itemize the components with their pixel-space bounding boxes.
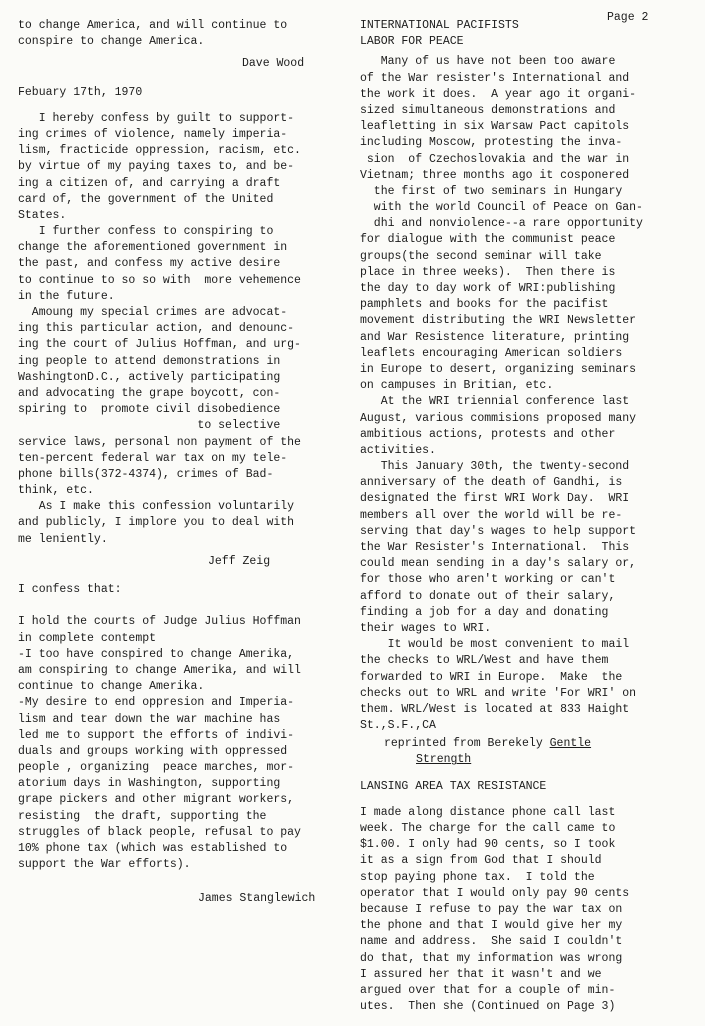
text-line: and publicly, I implore you to deal with xyxy=(18,516,295,530)
wri-heading xyxy=(360,18,693,50)
text-line: of the War resister's International and xyxy=(360,71,630,85)
text-line: leafletting in six Warsaw Pact capitols xyxy=(360,120,630,134)
text-line: $1.00. I only had 90 cents, so I took xyxy=(360,838,616,852)
text-line: to change America, and will continue to xyxy=(18,19,288,32)
reprint-source-cont: Strength xyxy=(416,753,472,767)
text-line: utes. Then she (Continued on Page 3) xyxy=(360,1000,616,1014)
text-line: stop paying phone tax. I told the xyxy=(360,870,595,884)
text-line: I confess that: xyxy=(18,583,122,596)
text-line: phone bills(372-4374), crimes of Bad- xyxy=(18,467,274,481)
spacer xyxy=(18,73,360,85)
text-line: because I refuse to pay the war tax on xyxy=(360,902,623,916)
text-line: their wages to WRI. xyxy=(360,621,492,635)
text-line: them. WRL/West is located at 833 Haight xyxy=(360,702,630,716)
text-line: me leniently. xyxy=(18,532,108,546)
text-line: ing the court of Julius Hoffman, and urg- xyxy=(18,338,301,352)
text-line: serving that day's wages to help support xyxy=(360,524,637,538)
text-line: and War Resistence literature, printing xyxy=(360,330,630,344)
text-line: the first of two seminars in Hungary xyxy=(360,184,623,198)
text-line: the checks to WRL/West and have them xyxy=(360,654,609,668)
text-line: -I too have conspired to change Amerika, xyxy=(18,647,295,661)
spacer xyxy=(18,873,360,891)
text-line: to continue to so so with more vehemence xyxy=(18,273,301,287)
text-line: This January 30th, the twenty-second xyxy=(360,460,630,474)
text-line: Many of us have not been too aware xyxy=(360,55,616,69)
text-line: dhi and nonviolence--a rare opportunity xyxy=(360,217,643,231)
page-number: Page 2 xyxy=(607,11,649,24)
heading-line: LABOR FOR PEACE xyxy=(360,35,464,49)
text-line: I hereby confess by guilt to support- xyxy=(18,111,295,125)
tax-article xyxy=(360,805,693,1015)
text-line: I hold the courts of Judge Julius Hoffman xyxy=(18,615,301,629)
reprint-prefix: reprinted from Berekely xyxy=(384,737,550,751)
text-line: WashingtonD.C., actively participating xyxy=(18,370,281,384)
text-line: I assured her that it wasn't and we xyxy=(360,967,602,981)
text-line: lism and tear down the war machine has xyxy=(18,712,281,726)
text-line: could mean sending in a day's salary or, xyxy=(360,557,637,571)
text-line: anniversary of the death of Gandhi, is xyxy=(360,476,623,490)
text-line: ing a citizen of, and carrying a draft xyxy=(18,176,281,190)
text-line: 10% phone tax (which was established to xyxy=(18,842,288,855)
stanglewich-signature: James Stanglewich xyxy=(198,892,316,906)
zeig-signature: Jeff Zeig xyxy=(208,554,271,568)
text-line: place in three weeks). Then there is xyxy=(360,265,616,279)
statement-date: Febuary 17th, 1970 xyxy=(18,85,143,99)
spacer xyxy=(360,769,693,779)
text-line: ing this particular action, and denounc- xyxy=(18,322,295,336)
stanglewich-confession xyxy=(18,582,360,873)
text-line: continue to change Amerika. xyxy=(18,680,205,694)
text-line: service laws, personal non payment of the xyxy=(18,435,301,449)
text-line: sion of Czechoslovakia and the war in xyxy=(360,152,630,166)
text-line: argued over that for a couple of min- xyxy=(360,983,616,997)
text-line: the phone and that I would give her my xyxy=(360,919,623,933)
text-line: atorium days in Washington, supporting xyxy=(18,777,281,791)
text-line: by virtue of my paying taxes to, and be- xyxy=(18,160,295,174)
text-line: to selective xyxy=(18,419,281,433)
text-line: movement distributing the WRI Newsletter xyxy=(360,314,637,328)
text-line: on campuses in Britian, etc. xyxy=(360,379,554,393)
text-line: leaflets encouraging American soldiers xyxy=(360,346,623,360)
spacer xyxy=(360,795,693,805)
text-line: think, etc. xyxy=(18,484,94,498)
text-line: in complete contempt xyxy=(18,631,157,645)
text-line: it as a sign from God that I should xyxy=(360,854,602,868)
text-line: spiring to promote civil disobedience xyxy=(18,403,281,417)
text-line: St.,S.F.,CA xyxy=(360,719,436,733)
reprint-credit-cont xyxy=(360,752,693,768)
text-line: pamphlets and books for the pacifist xyxy=(360,298,609,312)
text-line: At the WRI triennial conference last xyxy=(360,395,630,409)
text-line: struggles of black people, refusal to pay xyxy=(18,825,301,839)
text-line: checks out to WRL and write 'For WRI' on xyxy=(360,686,637,700)
text-line: Vietnam; three months ago it cosponered xyxy=(360,168,630,182)
wri-article xyxy=(360,54,693,734)
text-line: finding a job for a day and donating xyxy=(360,605,609,619)
text-line: States. xyxy=(18,208,67,222)
text-line: change the aforementioned government in xyxy=(18,241,288,255)
text-line: ing people to attend demonstrations in xyxy=(18,354,281,368)
text-line: groups(the second seminar will take xyxy=(360,249,602,263)
spacer xyxy=(18,570,360,582)
text-line xyxy=(18,598,360,614)
tax-heading: LANSING AREA TAX RESISTANCE xyxy=(360,779,547,793)
text-line: August, various commisions proposed many xyxy=(360,411,637,425)
text-line: Amoung my special crimes are advocat- xyxy=(18,306,288,319)
text-line: operator that I would only pay 90 cents xyxy=(360,886,630,900)
text-line: designated the first WRI Work Day. WRI xyxy=(360,492,630,506)
text-line: duals and groups working with oppressed xyxy=(18,744,288,758)
text-line: do that, that my information was wrong xyxy=(360,951,623,965)
text-line: with the world Council of Peace on Gan- xyxy=(360,201,643,215)
text-line: week. The charge for the call came to xyxy=(360,822,616,835)
text-line: the past, and confess my active desire xyxy=(18,257,281,271)
reprint-source: Gentle xyxy=(549,737,592,751)
text-line: ten-percent federal war tax on my tele- xyxy=(18,451,288,465)
text-line: in Europe to desert, organizing seminars xyxy=(360,362,637,376)
text-line: resisting the draft, supporting the xyxy=(18,809,267,823)
wood-signature: Dave Wood xyxy=(242,57,305,71)
text-line: in the future. xyxy=(18,289,115,303)
text-line: for those who aren't working or can't xyxy=(360,573,616,587)
text-line: and advocating the grape boycott, con- xyxy=(18,386,281,400)
text-line: As I make this confession voluntarily xyxy=(18,500,295,514)
text-line: afford to donate out of their salary, xyxy=(360,589,616,603)
text-line: am conspiring to change Amerika, and will xyxy=(18,663,301,677)
left-column xyxy=(18,18,360,908)
text-line: I further confess to conspiring to xyxy=(18,225,274,239)
text-line: for dialogue with the communist peace xyxy=(360,233,616,247)
wood-statement-end xyxy=(18,18,360,50)
text-line: It would be most convenient to mail xyxy=(360,638,630,652)
text-line: the work it does. A year ago it organi- xyxy=(360,87,637,101)
text-line: people , organizing peace marches, mor- xyxy=(18,761,295,775)
reprint-credit xyxy=(360,736,693,752)
text-line: activities. xyxy=(360,443,436,457)
text-line: led me to support the efforts of indivi- xyxy=(18,728,295,742)
text-line: lism, fracticide oppression, racism, etc. xyxy=(18,144,301,158)
text-line: name and address. She said I couldn't xyxy=(360,935,623,949)
zeig-confession xyxy=(18,111,360,548)
text-line: sized simultaneous demonstrations and xyxy=(360,103,616,117)
text-line: conspire to change America. xyxy=(18,35,205,49)
heading-line: INTERNATIONAL PACIFISTS xyxy=(360,19,519,32)
text-line: I made along distance phone call last xyxy=(360,805,616,819)
text-line: support the War efforts). xyxy=(18,858,191,872)
text-line: the War Resister's International. This xyxy=(360,541,630,554)
text-line: ambitious actions, protests and other xyxy=(360,427,616,441)
text-line: the day to day work of WRI:publishing xyxy=(360,282,616,295)
text-line: card of, the government of the United xyxy=(18,192,274,206)
text-line: -My desire to end oppresion and Imperia- xyxy=(18,696,295,710)
text-line: including Moscow, protesting the inva- xyxy=(360,136,623,150)
right-column xyxy=(360,18,693,1015)
text-line: forwarded to WRI in Europe. Make the xyxy=(360,670,623,684)
text-line: ing crimes of violence, namely imperia- xyxy=(18,127,288,141)
text-line: members all over the world will be re- xyxy=(360,508,623,522)
text-line: grape pickers and other migrant workers, xyxy=(18,793,295,807)
spacer xyxy=(18,101,360,111)
